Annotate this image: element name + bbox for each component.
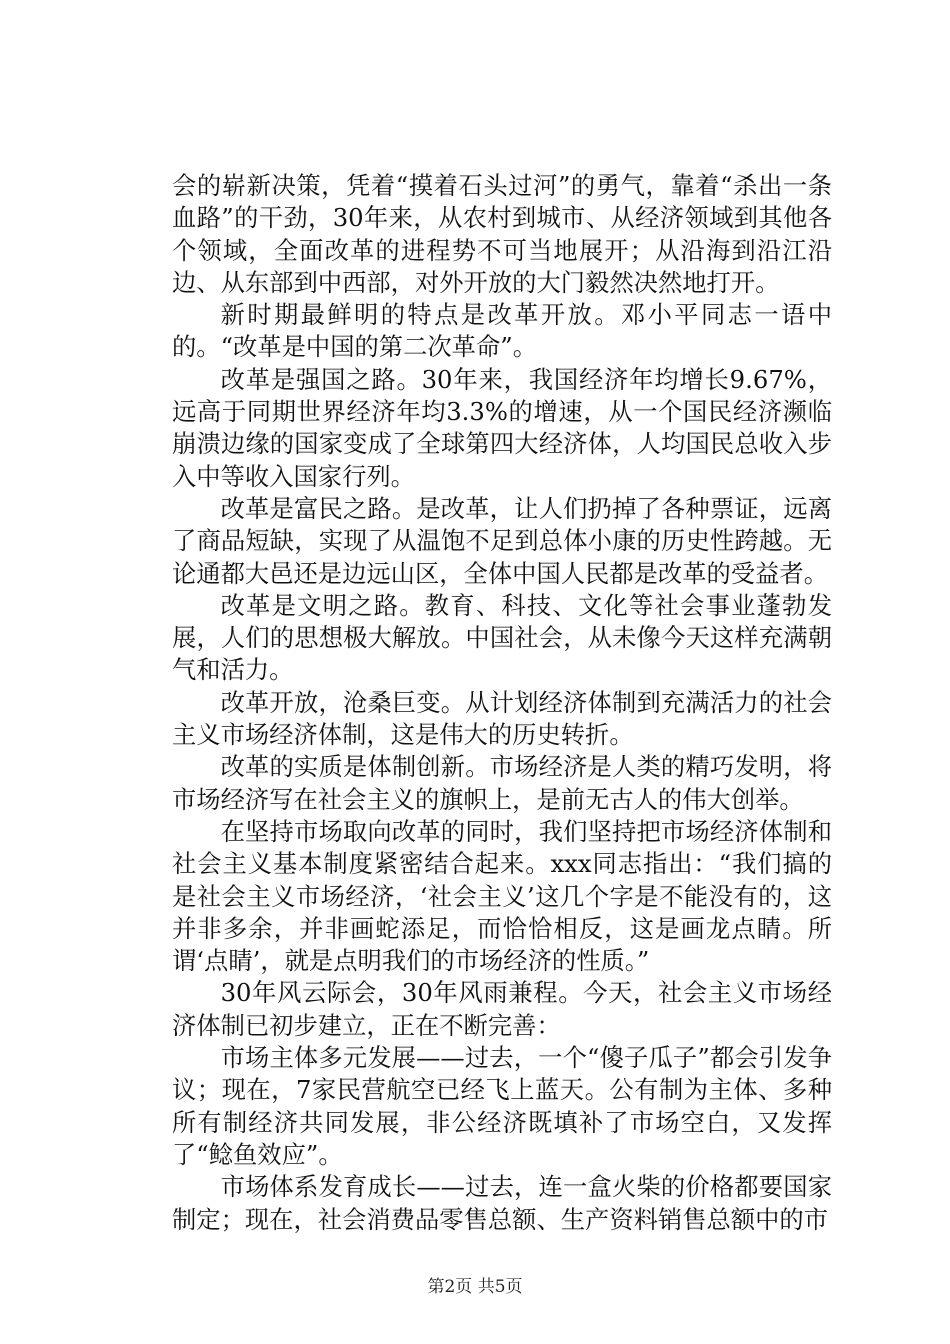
paragraph-3: 改革是强国之路。30年来，我国经济年均增长9.67%，远高于同期世界经济年均3.3%的增速，从一个国民经济濒临崩溃边缘的国家变成了全球第四大经济体，人均国民总收入步入中等收入国家行列。 — [172, 364, 832, 491]
page-number-footer: 第2页 共5页 — [427, 1277, 523, 1297]
paragraph-4: 改革是富民之路。是改革，让人们扔掉了各种票证，远离了商品短缺，实现了从温饱不足到总体小康的历史性跨越。无论通都大邑还是边远山区，全体中国人民都是改革的受益者。 — [172, 493, 832, 588]
paragraph-8: 在坚持市场取向改革的同时，我们坚持把市场经济体制和社会主义基本制度紧密结合起来。xxx同志指出：“我们搞的是社会主义市场经济，‘社会主义’这几个字是不能没有的，这并非多余，并非画蛇添足，而恰恰相反，这是画龙点睛。所谓‘点睛’，就是点明我们的市场经济的性质。” — [172, 816, 832, 976]
paragraph-9: 30年风云际会，30年风雨兼程。今天，社会主义市场经济体制已初步建立，正在不断完善： — [172, 978, 832, 1040]
paragraph-11: 市场体系发育成长——过去，连一盒火柴的价格都要国家制定；现在，社会消费品零售总额、生产资料销售总额中的市 — [172, 1172, 832, 1234]
paragraph-6: 改革开放，沧桑巨变。从计划经济体制到充满活力的社会主义市场经济体制，这是伟大的历史转折。 — [172, 687, 832, 750]
document-body — [172, 170, 832, 1236]
paragraph-5: 改革是文明之路。教育、科技、文化等社会事业蓬勃发展，人们的思想极大解放。中国社会，从未像今天这样充满朝气和活力。 — [172, 590, 832, 685]
paragraph-2: 新时期最鲜明的特点是改革开放。邓小平同志一语中的。“改革是中国的第二次革命”。 — [172, 300, 832, 362]
paragraph-10: 市场主体多元发展——过去，一个“傻子瓜子”都会引发争议；现在，7家民营航空已经飞上蓝天。公有制为主体、多种所有制经济共同发展，非公经济既填补了市场空白，又发挥了“鲶鱼效应”。 — [172, 1043, 832, 1169]
paragraph-1: 会的崭新决策，凭着“摸着石头过河”的勇气，靠着“杀出一条血路”的干劲，30年来，从农村到城市、从经济领域到其他各个领域，全面改革的进程势不可当地展开；从沿海到沿江沿边、从东部到中西部，对外开放的大门毅然决然地打开。 — [172, 171, 832, 297]
paragraph-7: 改革的实质是体制创新。市场经济是人类的精巧发明，将市场经济写在社会主义的旗帜上，是前无古人的伟大创举。 — [172, 752, 832, 814]
